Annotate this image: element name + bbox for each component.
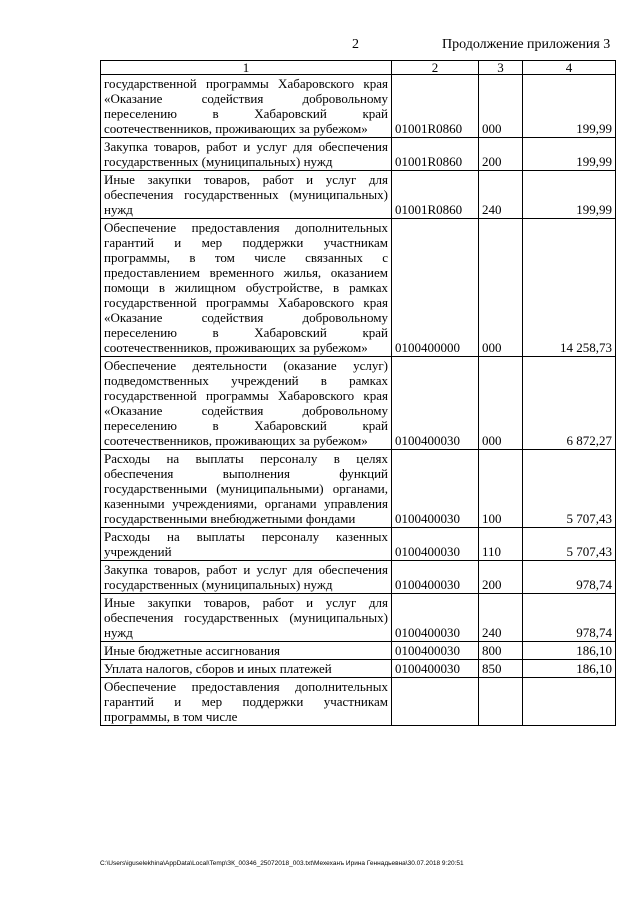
table-row bbox=[101, 660, 616, 678]
row-name: Расходы на выплаты персоналу в целях обеспечения выполнения функций государственными (муниципальными) органами, казенными учреждениями, органами управления государственными внебюджетными фондами bbox=[101, 450, 392, 528]
row-target-code: 01001R0860 bbox=[392, 171, 479, 219]
row-name: Обеспечение деятельности (оказание услуг) подведомственных учреждений в рамках государственной программы Хабаровского края «Оказание содействия добровольному переселению в Хабаровский край соотечественников, проживающих за рубежом» bbox=[101, 357, 392, 450]
row-expense-type: 110 bbox=[479, 528, 523, 561]
row-expense-type: 240 bbox=[479, 594, 523, 642]
column-header: 4 bbox=[523, 61, 616, 75]
row-target-code bbox=[392, 678, 479, 726]
row-amount: 14 258,73 bbox=[523, 219, 616, 357]
row-expense-type: 850 bbox=[479, 660, 523, 678]
row-name: Иные закупки товаров, работ и услуг для обеспечения государственных (муниципальных) нужд bbox=[101, 594, 392, 642]
row-amount: 199,99 bbox=[523, 75, 616, 138]
row-expense-type: 800 bbox=[479, 642, 523, 660]
page-number: 2 bbox=[352, 37, 359, 52]
row-amount: 5 707,43 bbox=[523, 450, 616, 528]
table-row bbox=[101, 171, 616, 219]
column-header: 3 bbox=[479, 61, 523, 75]
row-target-code: 0100400030 bbox=[392, 450, 479, 528]
row-amount bbox=[523, 678, 616, 726]
table-row bbox=[101, 678, 616, 726]
row-name: Обеспечение предоставления дополнительных гарантий и мер поддержки участникам программы, в том числе связанных с предоставлением временного жилья, оказанием помощи в жилищном обустройстве, в рамках государственной программы Хабаровского края «Оказание содействия добровольному переселению в Хабаровский край соотечественников, проживающих за рубежом» bbox=[101, 219, 392, 357]
row-name: Уплата налогов, сборов и иных платежей bbox=[101, 660, 392, 678]
row-amount: 978,74 bbox=[523, 594, 616, 642]
row-expense-type: 200 bbox=[479, 138, 523, 171]
row-expense-type: 000 bbox=[479, 357, 523, 450]
table-row bbox=[101, 357, 616, 450]
continuation-note: Продолжение приложения 3 bbox=[442, 37, 611, 52]
row-name: Иные закупки товаров, работ и услуг для обеспечения государственных (муниципальных) нужд bbox=[101, 171, 392, 219]
table-row bbox=[101, 594, 616, 642]
row-target-code: 0100400030 bbox=[392, 357, 479, 450]
column-header: 1 bbox=[101, 61, 392, 75]
row-amount: 5 707,43 bbox=[523, 528, 616, 561]
table-row bbox=[101, 75, 616, 138]
table-row bbox=[101, 642, 616, 660]
row-target-code: 0100400030 bbox=[392, 561, 479, 594]
table-row bbox=[101, 528, 616, 561]
column-header: 2 bbox=[392, 61, 479, 75]
row-expense-type: 200 bbox=[479, 561, 523, 594]
row-expense-type: 100 bbox=[479, 450, 523, 528]
row-amount: 199,99 bbox=[523, 171, 616, 219]
row-expense-type: 000 bbox=[479, 75, 523, 138]
row-target-code: 0100400030 bbox=[392, 528, 479, 561]
row-name: Расходы на выплаты персоналу казенных учреждений bbox=[101, 528, 392, 561]
row-amount: 186,10 bbox=[523, 642, 616, 660]
row-target-code: 0100400000 bbox=[392, 219, 479, 357]
row-expense-type bbox=[479, 678, 523, 726]
row-name: Закупка товаров, работ и услуг для обеспечения государственных (муниципальных) нужд bbox=[101, 138, 392, 171]
row-expense-type: 240 bbox=[479, 171, 523, 219]
row-name: государственной программы Хабаровского края «Оказание содействия добровольному переселению в Хабаровский край соотечественников, проживающих за рубежом» bbox=[101, 75, 392, 138]
table-row bbox=[101, 219, 616, 357]
row-target-code: 01001R0860 bbox=[392, 138, 479, 171]
row-name: Обеспечение предоставления дополнительных гарантий и мер поддержки участникам программы, в том числе bbox=[101, 678, 392, 726]
row-amount: 186,10 bbox=[523, 660, 616, 678]
table-header-row bbox=[101, 61, 616, 75]
row-target-code: 01001R0860 bbox=[392, 75, 479, 138]
row-target-code: 0100400030 bbox=[392, 642, 479, 660]
row-amount: 199,99 bbox=[523, 138, 616, 171]
table-row bbox=[101, 450, 616, 528]
row-expense-type: 000 bbox=[479, 219, 523, 357]
footer-file-path: C:\Users\iguselekhina\AppData\Local\Temp\ЗК_00346_25072018_003.txt\Мехеханъ Ирина Геннадьевна\30.07.2018 9:20:51 bbox=[100, 860, 464, 867]
table-row bbox=[101, 138, 616, 171]
row-target-code: 0100400030 bbox=[392, 594, 479, 642]
table-row bbox=[101, 561, 616, 594]
row-amount: 978,74 bbox=[523, 561, 616, 594]
row-name: Закупка товаров, работ и услуг для обеспечения государственных (муниципальных) нужд bbox=[101, 561, 392, 594]
row-amount: 6 872,27 bbox=[523, 357, 616, 450]
row-target-code: 0100400030 bbox=[392, 660, 479, 678]
budget-table bbox=[100, 60, 616, 726]
row-name: Иные бюджетные ассигнования bbox=[101, 642, 392, 660]
